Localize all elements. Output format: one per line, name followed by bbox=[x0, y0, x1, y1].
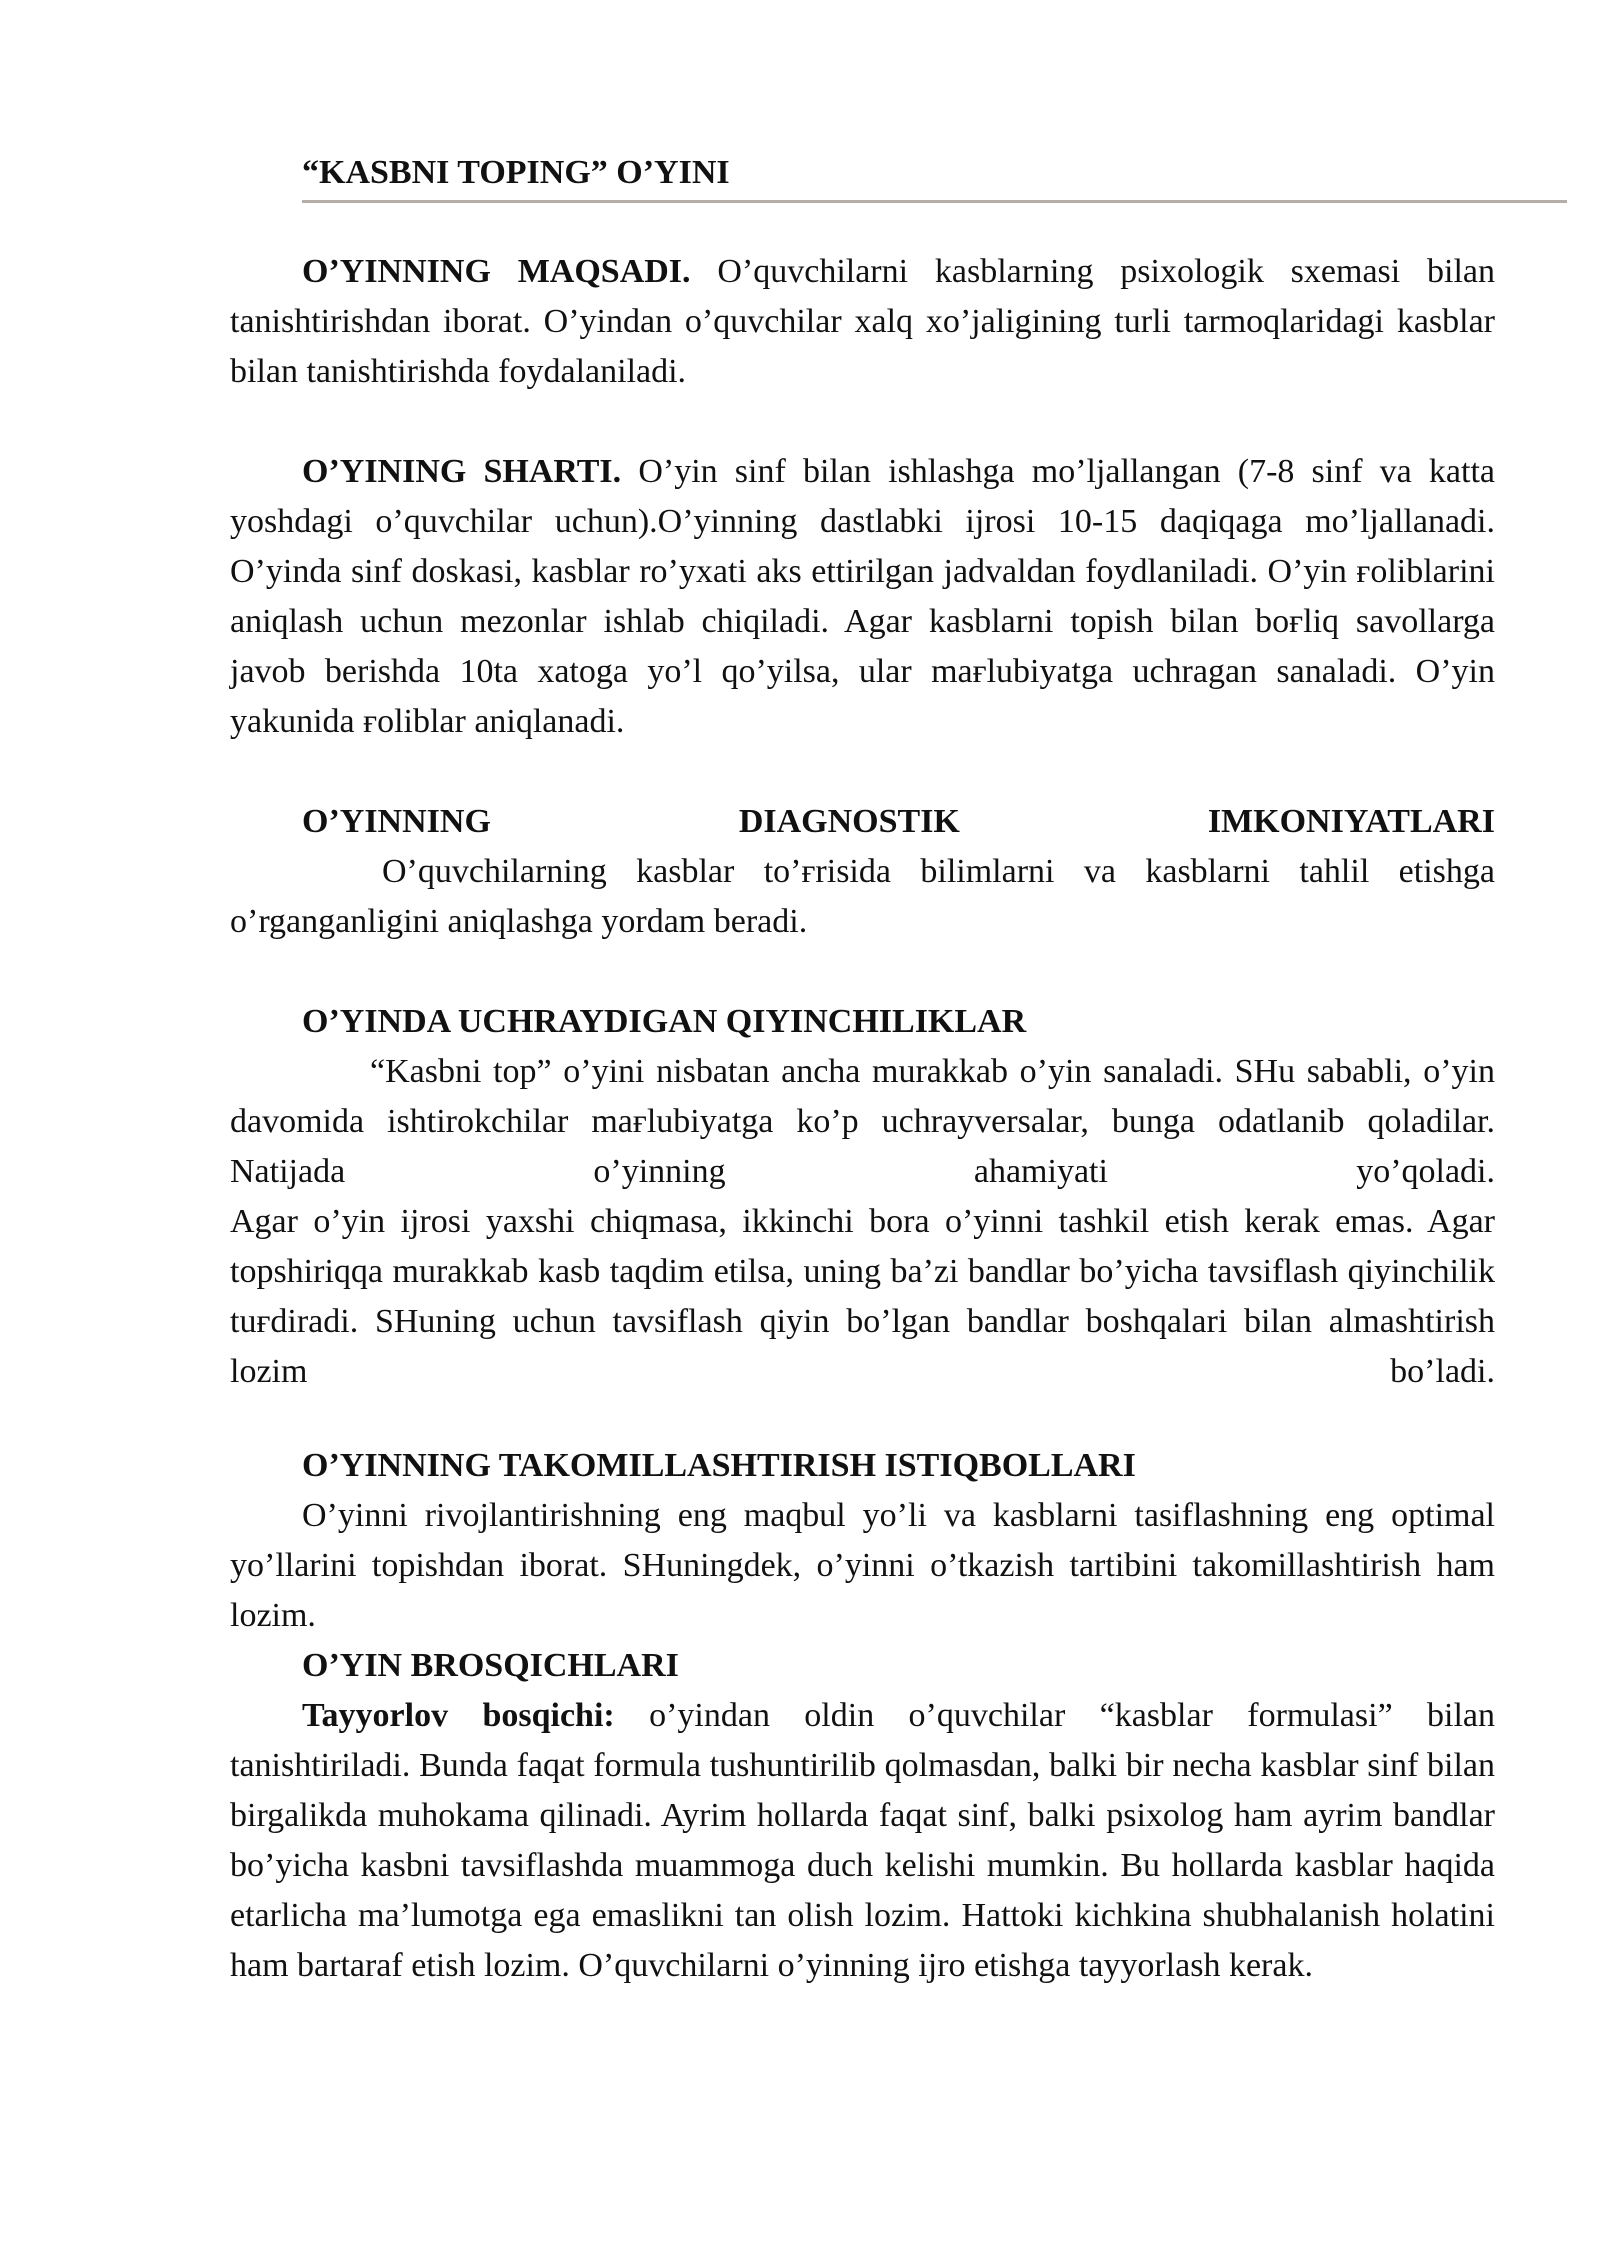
diagnostik-heading-word-3: IMKONIYATLARI bbox=[1207, 803, 1495, 840]
section-maqsad bbox=[230, 247, 1495, 397]
diagnostik-heading-word-1: O’YINNING bbox=[302, 803, 491, 840]
document-page bbox=[230, 150, 1495, 1991]
section-diagnostik bbox=[230, 847, 1495, 947]
bosqichlar-heading: O’YIN BROSQICHLARI bbox=[302, 1647, 679, 1684]
maqsad-text: O’quvchilarni kasblarning psixologik sxemasi bilan tanishtirishdan iborat. O’yindan o’quvchilar xalq xo’jaligining turli tarmoqlaridagi kasblar bilan tanishtirishda foydalaniladi. bbox=[230, 253, 1496, 390]
section-takomil bbox=[230, 1491, 1495, 1641]
bosqichlar-label: Tayyorlov bosqichi: bbox=[302, 1697, 615, 1734]
takomil-heading: O’YINNING TAKOMILLASHTIRISH ISTIQBOLLARI bbox=[302, 1447, 1136, 1484]
sharti-text: O’yin sinf bilan ishlashga mo’ljallangan (7-8 sinf va katta yoshdagi o’quvchilar uchun).O’yinning dastlabki ijrosi 10-15 daqiqaga mo’ljallanadi. O’yinda sinf doskasi, kasblar ro’yxati aks ettirilgan jadvaldan foydlaniladi. O’yin ғoliblarini aniqlash uchun mezonlar ishlab chiqiladi. Agar kasblarni topish bilan boғliq savollarga javob berishda 10ta xatoga yo’l qo’yilsa, ular maғlubiyatga uchragan sanaladi. O’yin yakunida ғoliblar aniqlanadi. bbox=[230, 453, 1496, 740]
qiyinchiliklar-para-1: “Kasbni top” o’yini nisbatan ancha murakkab o’yin sanaladi. SHu sababli, o’yin davomida ishtirokchilar maғlubiyatga ko’p uchrayversalar, bunga odatlanib qoladilar. Natijada o’yinning ahamiyati yo’qoladi. bbox=[230, 1053, 1495, 1190]
section-bosqichlar bbox=[230, 1691, 1495, 1991]
sharti-label: O’YINING SHARTI. bbox=[302, 453, 622, 490]
section-sharti bbox=[230, 447, 1495, 747]
diagnostik-heading bbox=[302, 797, 1495, 847]
bosqichlar-text: o’yindan oldin o’quvchilar “kasblar formulasi” bilan tanishtiriladi. Bunda faqat formula tushuntirilib qolmasdan, balki bir necha kasblar sinf bilan birgalikda muhokama qilinadi. Ayrim hollarda faqat sinf, balki psixolog ham ayrim bandlar bo’yicha kasbni tavsiflashda muammoga duch kelishi mumkin. Bu hollarda kasblar haqida etarlicha ma’lumotga ega emaslikni tan olish lozim. Hattoki kichkina shubhalanish holatini ham bartaraf etish lozim. O’quvchilarni o’yinning ijro etishga tayyorlash kerak. bbox=[230, 1697, 1495, 1984]
takomil-text: O’yinni rivojlantirishning eng maqbul yo’li va kasblarni tasiflashning eng optimal yo’llarini topishdan iborat. SHuningdek, o’yinni o’tkazish tartibini takomillashtirish ham lozim. bbox=[230, 1497, 1495, 1634]
document-title: “KASBNI TOPING” O’YINI bbox=[302, 154, 730, 191]
qiyinchiliklar-para-2: Agar o’yin ijrosi yaxshi chiqmasa, ikkinchi bora o’yinni tashkil etish kerak emas. Agar topshiriqqa murakkab kasb taqdim etilsa, uning ba’zi bandlar bo’yicha tavsiflash qiyinchilik tuғdiradi. SHuning uchun tavsiflash qiyin bo’lgan bandlar boshqalari bilan almashtirish lozim bo’ladi. bbox=[230, 1203, 1495, 1390]
diagnostik-text: O’quvchilarning kasblar to’ғrisida bilimlarni va kasblarni tahlil etishga o’rganganligini aniqlashga yordam beradi. bbox=[230, 853, 1495, 940]
section-qiyinchiliklar bbox=[230, 1047, 1495, 1397]
qiyinchiliklar-heading: O’YINDA UCHRAYDIGAN QIYINCHILIKLAR bbox=[302, 1003, 1027, 1040]
maqsad-label: O’YINNING MAQSADI. bbox=[302, 253, 691, 290]
diagnostik-heading-word-2: DIAGNOSTIK bbox=[738, 803, 960, 840]
